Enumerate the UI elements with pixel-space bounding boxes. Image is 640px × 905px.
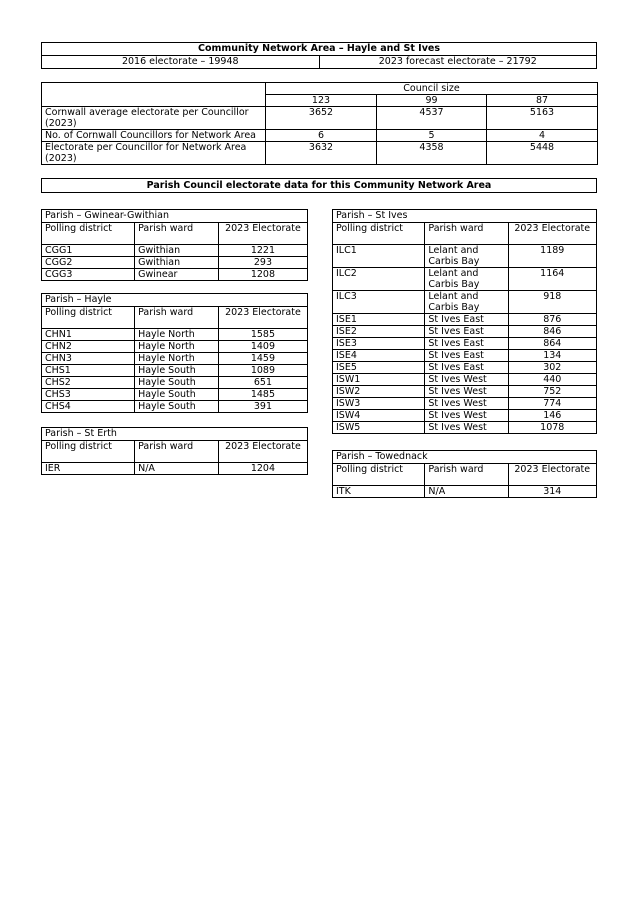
table-row [42, 257, 308, 269]
parish-table-towednack [332, 450, 597, 498]
parish-ward-cell: Gwinear [135, 269, 219, 281]
parish-table-hayle [41, 293, 308, 413]
polling-district-cell: ISE3 [333, 338, 425, 350]
column-header-2023-electorate: 2023 Electorate [218, 223, 307, 245]
table-row [42, 130, 598, 142]
parish-ward-cell: Lelant and Carbis Bay [425, 268, 508, 291]
table-row [42, 269, 308, 281]
table-row [42, 441, 308, 463]
electorate-cell: 1485 [218, 389, 307, 401]
column-header-parish-ward: Parish ward [135, 441, 219, 463]
table-row [333, 451, 597, 464]
value-cell: 4358 [377, 142, 487, 165]
table-row [333, 223, 597, 245]
parish-table-gwinear-gwithian [41, 209, 308, 281]
parish-ward-cell: St Ives East [425, 362, 508, 374]
polling-district-cell: CGG2 [42, 257, 135, 269]
parish-ward-cell: St Ives East [425, 350, 508, 362]
table-row [333, 410, 597, 422]
table-row [42, 353, 308, 365]
polling-district-cell: CHS3 [42, 389, 135, 401]
polling-district-cell: ISW1 [333, 374, 425, 386]
row-label: No. of Cornwall Councillors for Network Area [42, 130, 266, 142]
column-header-parish-ward: Parish ward [135, 307, 219, 329]
column-header-polling-district: Polling district [42, 307, 135, 329]
electorate-cell: 134 [508, 350, 596, 362]
table-row [333, 362, 597, 374]
polling-district-cell: ITK [333, 486, 425, 498]
electorate-cell: 876 [508, 314, 596, 326]
table-row [42, 56, 597, 69]
electorate-cell: 846 [508, 326, 596, 338]
electorate-cell: 1459 [218, 353, 307, 365]
value-cell: 4 [487, 130, 598, 142]
value-cell: 6 [266, 130, 377, 142]
electorate-cell: 1409 [218, 341, 307, 353]
table-row [42, 83, 598, 95]
polling-district-cell: ISE5 [333, 362, 425, 374]
parish-ward-cell: N/A [135, 463, 219, 475]
parish-ward-cell: Gwithian [135, 245, 219, 257]
value-cell: 3632 [266, 142, 377, 165]
electorate-cell: 146 [508, 410, 596, 422]
electorate-cell: 918 [508, 291, 596, 314]
electorate-cell: 1164 [508, 268, 596, 291]
parish-title: Parish – Hayle [42, 294, 308, 307]
electorate-2016-cell: 2016 electorate – 19948 [42, 56, 320, 69]
column-header-polling-district: Polling district [42, 441, 135, 463]
electorate-cell: 752 [508, 386, 596, 398]
value-cell: 5163 [487, 107, 598, 130]
table-row [333, 464, 597, 486]
polling-district-cell: ISW5 [333, 422, 425, 434]
column-header-parish-ward: Parish ward [425, 223, 508, 245]
table-row [333, 268, 597, 291]
parish-ward-cell: St Ives East [425, 314, 508, 326]
table-row [42, 401, 308, 413]
council-size-table [41, 82, 598, 165]
table-row [42, 210, 308, 223]
value-cell: 3652 [266, 107, 377, 130]
council-size-option: 87 [487, 95, 598, 107]
column-header-polling-district: Polling district [333, 223, 425, 245]
table-row [42, 428, 308, 441]
electorate-cell: 391 [218, 401, 307, 413]
table-row [333, 245, 597, 268]
parish-ward-cell: Lelant and Carbis Bay [425, 245, 508, 268]
parish-title: Parish – St Ives [333, 210, 597, 223]
row-label: Electorate per Councillor for Network Area (2023) [42, 142, 266, 165]
table-row [333, 386, 597, 398]
council-size-option: 99 [377, 95, 487, 107]
table-row [333, 314, 597, 326]
polling-district-cell: ILC3 [333, 291, 425, 314]
column-header-parish-ward: Parish ward [135, 223, 219, 245]
table-row [333, 398, 597, 410]
polling-district-cell: CHN2 [42, 341, 135, 353]
electorate-cell: 1208 [218, 269, 307, 281]
table-row [333, 326, 597, 338]
council-size-header: Council size [266, 83, 598, 95]
parish-ward-cell: St Ives West [425, 410, 508, 422]
electorate-cell: 864 [508, 338, 596, 350]
parish-title: Parish – Gwinear-Gwithian [42, 210, 308, 223]
parish-ward-cell: St Ives East [425, 326, 508, 338]
left-column [41, 209, 308, 498]
polling-district-cell: ILC2 [333, 268, 425, 291]
electorate-cell: 314 [508, 486, 596, 498]
column-header-parish-ward: Parish ward [425, 464, 508, 486]
polling-district-cell: IER [42, 463, 135, 475]
row-label: Cornwall average electorate per Councillor (2023) [42, 107, 266, 130]
electorate-cell: 1204 [218, 463, 307, 475]
parish-title: Parish – St Erth [42, 428, 308, 441]
electorate-cell: 1189 [508, 245, 596, 268]
column-header-2023-electorate: 2023 Electorate [218, 441, 307, 463]
polling-district-cell: ISW4 [333, 410, 425, 422]
parish-ward-cell: St Ives West [425, 398, 508, 410]
polling-district-cell: CHS1 [42, 365, 135, 377]
table-row [42, 107, 598, 130]
polling-district-cell: ISE4 [333, 350, 425, 362]
parish-table-st-erth [41, 427, 308, 475]
polling-district-cell: ISW3 [333, 398, 425, 410]
table-row [333, 422, 597, 434]
corner-cell [42, 83, 266, 107]
table-row [42, 329, 308, 341]
table-row [333, 374, 597, 386]
parish-ward-cell: Hayle South [135, 365, 219, 377]
value-cell: 4537 [377, 107, 487, 130]
polling-district-cell: ISE1 [333, 314, 425, 326]
column-header-2023-electorate: 2023 Electorate [508, 464, 596, 486]
polling-district-cell: CGG1 [42, 245, 135, 257]
parish-ward-cell: Hayle South [135, 401, 219, 413]
electorate-cell: 440 [508, 374, 596, 386]
table-row [42, 463, 308, 475]
polling-district-cell: CHS2 [42, 377, 135, 389]
polling-district-cell: ISW2 [333, 386, 425, 398]
electorate-cell: 651 [218, 377, 307, 389]
table-row [42, 142, 598, 165]
parish-ward-cell: N/A [425, 486, 508, 498]
column-header-polling-district: Polling district [333, 464, 425, 486]
table-row [42, 294, 308, 307]
table-row [42, 307, 308, 329]
electorate-cell: 1585 [218, 329, 307, 341]
value-cell: 5 [377, 130, 487, 142]
parish-ward-cell: Hayle North [135, 341, 219, 353]
table-row [42, 245, 308, 257]
parish-ward-cell: Gwithian [135, 257, 219, 269]
value-cell: 5448 [487, 142, 598, 165]
table-row [42, 223, 308, 245]
parish-ward-cell: Hayle North [135, 329, 219, 341]
column-header-polling-district: Polling district [42, 223, 135, 245]
parish-ward-cell: St Ives West [425, 374, 508, 386]
polling-district-cell: CGG3 [42, 269, 135, 281]
table-row [42, 365, 308, 377]
parish-table-st-ives [332, 209, 597, 434]
table-row [333, 486, 597, 498]
polling-district-cell: CHN3 [42, 353, 135, 365]
parish-ward-cell: St Ives West [425, 422, 508, 434]
parish-ward-cell: Lelant and Carbis Bay [425, 291, 508, 314]
table-row [333, 210, 597, 223]
polling-district-cell: ILC1 [333, 245, 425, 268]
parish-ward-cell: St Ives East [425, 338, 508, 350]
electorate-cell: 1078 [508, 422, 596, 434]
polling-district-cell: CHS4 [42, 401, 135, 413]
table-row [42, 389, 308, 401]
column-header-2023-electorate: 2023 Electorate [508, 223, 596, 245]
section-header: Parish Council electorate data for this Community Network Area [41, 178, 597, 193]
table-row [42, 341, 308, 353]
parish-ward-cell: St Ives West [425, 386, 508, 398]
right-column [332, 209, 597, 498]
table-row [333, 350, 597, 362]
parish-ward-cell: Hayle South [135, 389, 219, 401]
summary-table [41, 42, 597, 69]
electorate-cell: 302 [508, 362, 596, 374]
council-size-option: 123 [266, 95, 377, 107]
electorate-cell: 774 [508, 398, 596, 410]
table-row [333, 291, 597, 314]
forecast-electorate-2023-cell: 2023 forecast electorate – 21792 [319, 56, 597, 69]
electorate-cell: 1089 [218, 365, 307, 377]
polling-district-cell: ISE2 [333, 326, 425, 338]
parish-ward-cell: Hayle South [135, 377, 219, 389]
parish-title: Parish – Towednack [333, 451, 597, 464]
parish-tables-columns [41, 209, 640, 498]
column-header-2023-electorate: 2023 Electorate [218, 307, 307, 329]
polling-district-cell: CHN1 [42, 329, 135, 341]
table-row [42, 43, 597, 56]
table-row [333, 338, 597, 350]
parish-ward-cell: Hayle North [135, 353, 219, 365]
electorate-cell: 293 [218, 257, 307, 269]
table-row [42, 377, 308, 389]
electorate-cell: 1221 [218, 245, 307, 257]
network-area-title: Community Network Area – Hayle and St Ives [42, 43, 597, 56]
